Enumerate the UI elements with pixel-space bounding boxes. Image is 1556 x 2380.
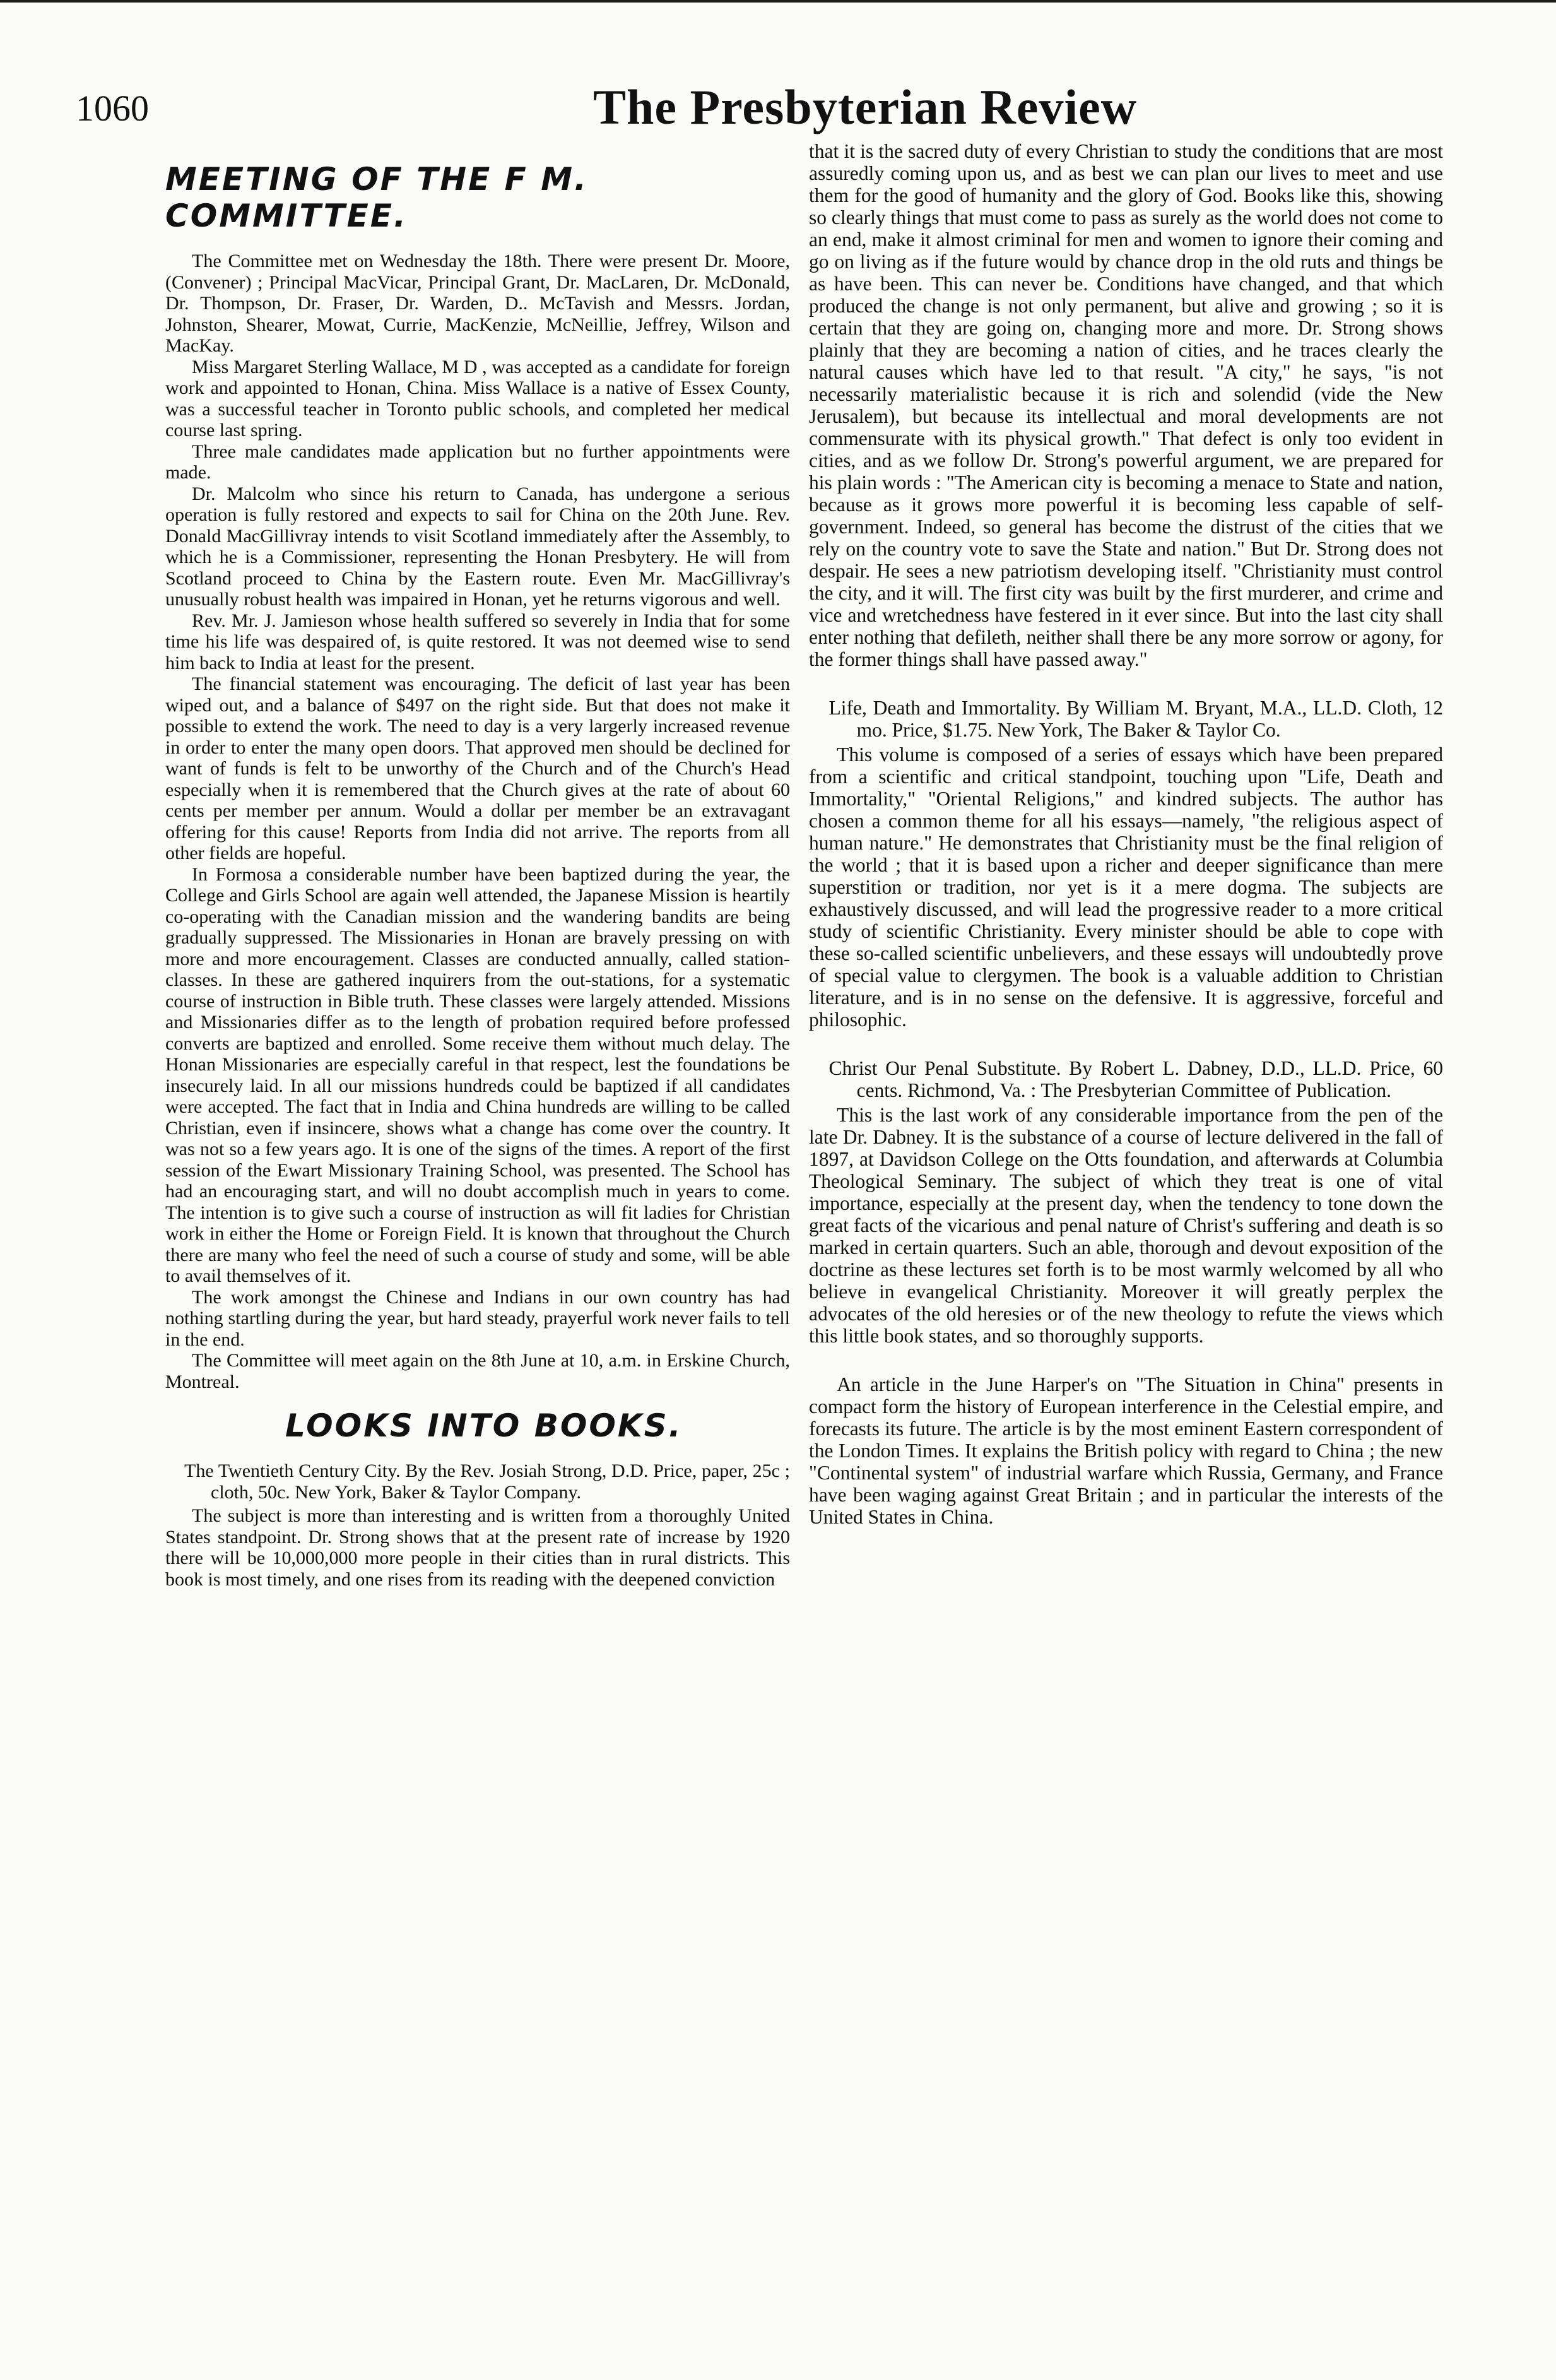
fm-paragraph: Rev. Mr. J. Jamieson whose health suffered so severely in India that for some time his life was despaired of, is quite restored. It was not deemed wise to send him back to India at least for the present. — [165, 610, 790, 673]
book-review-body: This is the last work of any considerable importance from the pen of the late Dr. Dabney. It is the substance of a course of lecture delivered in the fall of 1897, at Davidson College on the Otts foundation, and afterwards at Columbia Theological Seminary. The subject of which they treat is one of vital importance, especially at the present day, when the tendency to tone down the great facts of the vicarious and penal nature of Christ's suffering and death is so marked in certain quarters. Such an able, thorough and devout exposition of the doctrine as these lectures set forth is to be most warmly welcomed by all who believe in evangelical Christianity. Moreover it will greatly perplex the advocates of the old heresies or of the new theology to refute the views which this little book states, and so thoroughly supports. — [809, 1104, 1443, 1347]
book-citation: The Twentieth Century City. By the Rev. Josiah Strong, D.D. Price, paper, 25c ; cloth, 50c. New York, Baker & Taylor Company. — [184, 1460, 790, 1503]
book-review-life-death-immortality — [809, 697, 1443, 1031]
fm-paragraph: In Formosa a considerable number have been baptized during the year, the College and Girls School are again well attended, the Japanese Mission is heartily co-operating with the Canadian mission and the wandering bandits are being gradually suppressed. The Missionaries in Honan are bravely pressing on with more and more encouragement. Classes are conducted annually, called station-classes. In these are gathered inquirers from the out-stations, for a systematic course of instruction in Bible truth. These classes were largely attended. Missions and Missionaries differ as to the length of probation required before professed converts are baptized and enrolled. Some receive them without much delay. The Honan Missionaries are especially careful in that respect, lest the foundations be insecurely laid. In all our missions hundreds could be baptized if all candidates were accepted. The fact that in India and China hundreds are willing to be called Christian, even if insincere, shows what a change has come over the country. It was not so a few years ago. It is one of the signs of the times. A report of the first session of the Ewart Missionary Training School, was presented. The School has had an encouraging start, and will no doubt accomplish much in years to come. The intention is to give such a course of instruction as will fit ladies for Christian work in either the Home or Foreign Field. It is known that throughout the Church there are many who feel the need of such a course of study and some, will be able to avail themselves of it. — [165, 863, 790, 1286]
page-header — [76, 63, 1495, 151]
left-column — [165, 161, 790, 1590]
harpers-article-note — [809, 1373, 1443, 1528]
book-review-twentieth-century-city — [165, 1460, 790, 1590]
fm-paragraph: Miss Margaret Sterling Wallace, M D , was accepted as a candidate for foreign work and appointed to Honan, China. Miss Wallace is a native of Essex County, was a successful teacher in Toronto public schools, and completed her medical course last spring. — [165, 356, 790, 441]
fm-paragraph: The financial statement was encouraging. The deficit of last year has been wiped out, and a balance of $497 on the right side. But that does not make it possible to extend the work. The need to day is a very largerly increased revenue in order to enter the many open doors. That approved men should be declined for want of funds is felt to be unworthy of the Church and of the Church's Head especially when it is remembered that the Church gives at the rate of about 60 cents per member per annum. Would a dollar per member be an extravagant offering for this cause! Reports from India did not arrive. The reports from all other fields are hopeful. — [165, 673, 790, 863]
right-column — [809, 140, 1443, 1528]
book-citation: Life, Death and Immortality. By William M. Bryant, M.A., LL.D. Cloth, 12 mo. Price, $1.75. New York, The Baker & Taylor Co. — [828, 697, 1443, 741]
fm-paragraph: Three male candidates made application but no further appointments were made. — [165, 441, 790, 483]
book-review-body: The subject is more than interesting and is written from a thoroughly United States standpoint. Dr. Strong shows that at the present rate of increase by 1920 there will be 10,000,000 more people in their cities than in rural districts. This book is most timely, and one rises from its reading with the deepened conviction — [165, 1505, 790, 1590]
fm-paragraph: The Committee met on Wednesday the 18th. There were present Dr. Moore, (Convener) ; Principal MacVicar, Principal Grant, Dr. MacLaren, Dr. McDonald, Dr. Thompson, Dr. Fraser, Dr. Warden, D.. McTavish and Messrs. Jordan, Johnston, Shearer, Mowat, Currie, MacKenzie, McNeillie, Jeffrey, Wilson and MacKay. — [165, 251, 790, 356]
fm-paragraph: Dr. Malcolm who since his return to Canada, has undergone a serious operation is fully restored and expects to sail for China on the 20th June. Rev. Donald MacGillivray intends to visit Scotland immediately after the Assembly, to which he is a Commissioner, representing the Honan Presbytery. He will from Scotland proceed to China by the Eastern route. Even Mr. MacGillivray's unusually robust health was impaired in Honan, yet he returns vigorous and well. — [165, 483, 790, 610]
book-review-body-continued: that it is the sacred duty of every Christian to study the conditions that are most assuredly coming upon us, and as best we can plan our lives to meet and use them for the good of humanity and the glory of God. Books like this, showing so clearly things that must come to pass as surely as the world does not come to an end, make it almost criminal for men and women to ignore their coming and go on living as if the future would by chance drop in the old ruts and things be as have been. This can never be. Conditions have changed, and that which produced the change is not only permanent, but alive and growing ; so it is certain that they are going on, changing more and more. Dr. Strong shows plainly that they are becoming a nation of cities, and he traces clearly the natural causes which have led to that result. "A city," he says, "is not necessarily materialistic because it is rich and solendid (vide the New Jerusalem), but because its intellectual and moral developments are not commensurate with its physical growth." That defect is only too evident in cities, and as we follow Dr. Strong's powerful argument, we are prepared for his plain words : "The American city is becoming a menace to State and nation, because as it grows more powerful it is becoming less capable of self-government. Indeed, so general has become the distrust of the cities that we rely on the country vote to save the State and nation." But Dr. Strong does not despair. He sees a new patriotism developing itself. "Christianity must control the city, and it will. The first city was built by the first murderer, and crime and vice and wretchedness have festered in it ever since. But into the last city shall enter nothing that defileth, neither shall there be any more sorrow or agony, for the former things shall have passed away." — [809, 140, 1443, 670]
page-number: 1060 — [76, 88, 149, 129]
top-rule — [0, 0, 1556, 3]
book-review-body: This volume is composed of a series of essays which have been prepared from a scientific and critical standpoint, touching upon "Life, Death and Immortality," "Oriental Religions," and kindred subjects. The author has chosen a common theme for all his essays—namely, "the religious aspect of human nature." He demonstrates that Christianity must be the final religion of the world ; that it is based upon a richer and deeper significance than mere superstition or tradition, nor yet is it a mere dogma. The subjects are exhaustively discussed, and will lead the progressive reader to a more critical study of scientific Christianity. Every minister should be able to cope with these so-called scientific unbelievers, and these essays will undoubtedly prove of special value to clergymen. The book is a valuable addition to Christian literature, and is in no sense on the defensive. It is aggressive, forceful and philosophic. — [809, 743, 1443, 1031]
article-note-body: An article in the June Harper's on "The Situation in China" presents in compact form the history of European interference in the Celestial empire, and forecasts its future. The article is by the most eminent Eastern correspondent of the London Times. It explains the British policy with regard to China ; the new "Continental system" of industrial warfare which Russia, Germany, and France have been waging against Great Britain ; and in particular the interests of the United States in China. — [809, 1373, 1443, 1528]
book-review-christ-our-penal-substitute — [809, 1057, 1443, 1347]
journal-title: The Presbyterian Review — [593, 80, 1138, 134]
fm-paragraph: The Committee will meet again on the 8th June at 10, a.m. in Erskine Church, Montreal. — [165, 1350, 790, 1392]
book-citation: Christ Our Penal Substitute. By Robert L. Dabney, D.D., LL.D. Price, 60 cents. Richmond, Va. : The Presbyterian Committee of Publication. — [828, 1057, 1443, 1101]
fm-committee-heading: MEETING OF THE F M. COMMITTEE. — [165, 161, 588, 234]
looks-into-books-heading: LOOKS INTO BOOKS. — [285, 1407, 683, 1444]
fm-paragraph: The work amongst the Chinese and Indians in our own country has had nothing startling during the year, but hard steady, prayerful work never fails to tell in the end. — [165, 1286, 790, 1350]
